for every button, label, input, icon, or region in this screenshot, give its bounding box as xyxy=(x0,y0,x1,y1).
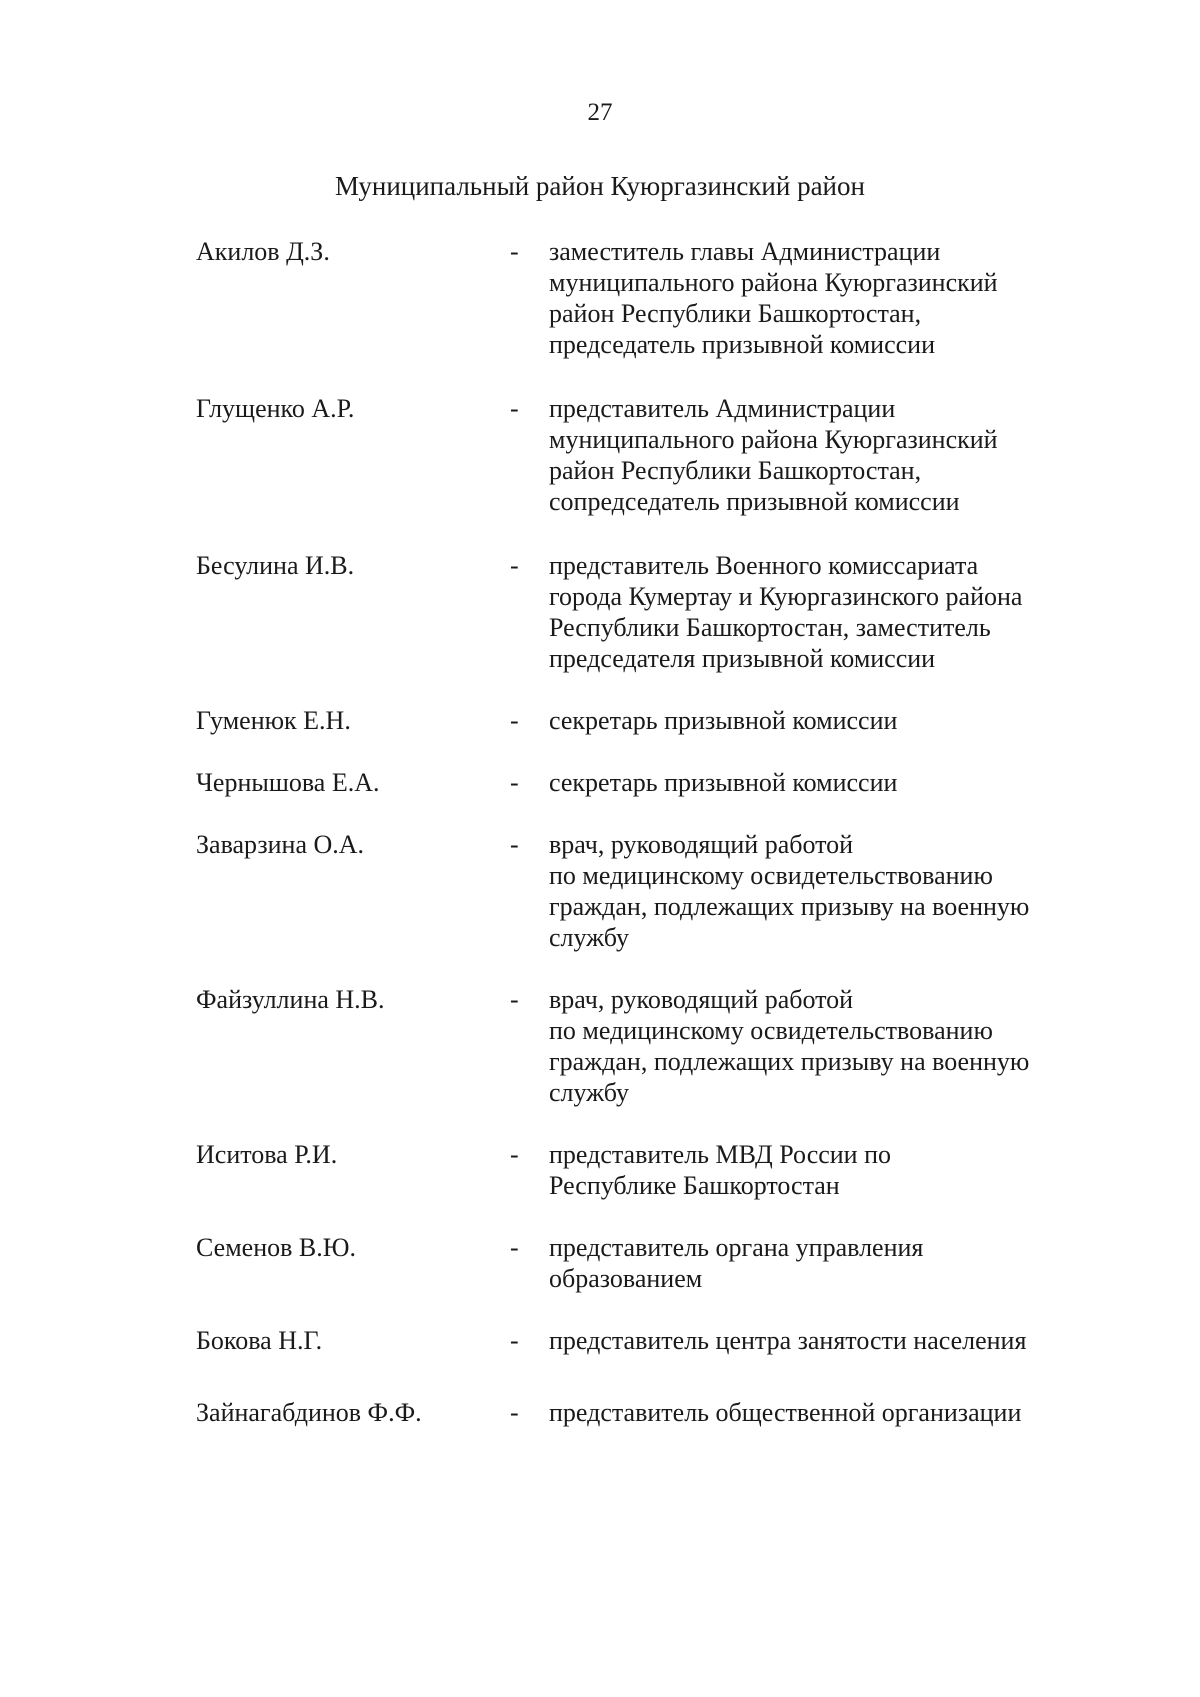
member-role: секретарь призывной комиссии xyxy=(549,706,898,735)
member-name: Акилов Д.З. xyxy=(196,237,330,266)
separator-dash: - xyxy=(510,1140,519,1169)
member-role: врач, руководящий работой по медицинскому освидетельствованию граждан, подлежащих призыву на военную службу xyxy=(549,985,1030,1107)
member-role: представитель Военного комиссариата города Кумертау и Куюргазинского района Республики Башкортостан, заместитель председателя призывной комиссии xyxy=(549,551,1023,673)
member-role: представитель Администрации муниципального района Куюргазинский район Республики Башкортостан, сопредседатель призывной комиссии xyxy=(549,394,998,516)
separator-dash: - xyxy=(510,1326,519,1355)
separator-dash: - xyxy=(510,1233,519,1262)
member-role: секретарь призывной комиссии xyxy=(549,768,898,797)
member-role: заместитель главы Администрации муниципального района Куюргазинский район Республики Башкортостан, председатель призывной комиссии xyxy=(549,237,998,359)
member-name: Бесулина И.В. xyxy=(196,551,355,580)
member-role: представитель МВД России по Республике Башкортостан xyxy=(549,1140,892,1200)
member-role: представитель общественной организации xyxy=(549,1398,1022,1427)
separator-dash: - xyxy=(510,551,519,580)
section-heading: Муниципальный район Куюргазинский район xyxy=(335,171,865,201)
member-role: врач, руководящий работой по медицинскому освидетельствованию граждан, подлежащих призыву на военную службу xyxy=(549,830,1030,952)
member-name: Иситова Р.И. xyxy=(196,1140,338,1169)
separator-dash: - xyxy=(510,706,519,735)
member-name: Семенов В.Ю. xyxy=(196,1233,356,1262)
member-name: Заварзина О.А. xyxy=(196,830,365,859)
separator-dash: - xyxy=(510,1398,519,1427)
separator-dash: - xyxy=(510,985,519,1014)
member-name: Бокова Н.Г. xyxy=(196,1326,323,1355)
page-number: 27 xyxy=(587,99,613,126)
member-name: Файзуллина Н.В. xyxy=(196,985,385,1014)
separator-dash: - xyxy=(510,237,519,266)
separator-dash: - xyxy=(510,394,519,423)
member-name: Чернышова Е.А. xyxy=(196,768,380,797)
separator-dash: - xyxy=(510,830,519,859)
separator-dash: - xyxy=(510,768,519,797)
member-name: Глущенко А.Р. xyxy=(196,394,355,423)
member-name: Гуменюк Е.Н. xyxy=(196,706,351,735)
member-name: Зайнагабдинов Ф.Ф. xyxy=(196,1398,422,1427)
member-role: представитель центра занятости населения xyxy=(549,1326,1027,1355)
member-role: представитель органа управления образованием xyxy=(549,1233,924,1293)
